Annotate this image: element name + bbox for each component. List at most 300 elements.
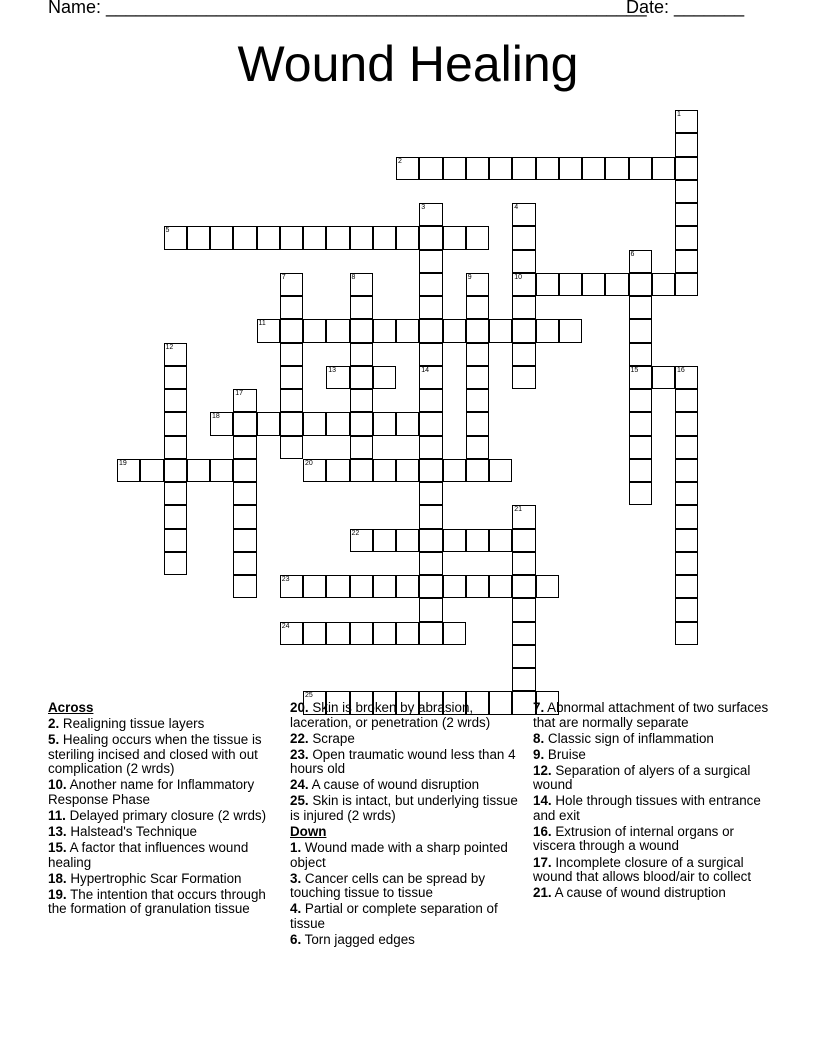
crossword-cell[interactable] [582, 273, 605, 296]
crossword-cell[interactable] [629, 436, 652, 459]
crossword-cell[interactable] [280, 296, 303, 319]
crossword-cell[interactable] [675, 389, 698, 412]
crossword-cell[interactable] [443, 319, 466, 342]
crossword-cell[interactable] [326, 366, 349, 389]
crossword-cell[interactable] [233, 482, 256, 505]
crossword-cell[interactable] [280, 389, 303, 412]
crossword-cell[interactable] [350, 343, 373, 366]
crossword-cell[interactable] [675, 250, 698, 273]
crossword-cell[interactable] [210, 412, 233, 435]
across-heading: Across [48, 700, 94, 715]
clue-item [290, 732, 526, 747]
clue-text: Separation of alyers of a surgical wound [533, 762, 751, 793]
clue-item [533, 764, 769, 793]
crossword-cell[interactable] [466, 157, 489, 180]
page-title: Wound Healing [237, 36, 579, 92]
crossword-cell[interactable] [512, 296, 535, 319]
clue-number-label: 11 [258, 320, 266, 328]
clue-number-label: 25 [305, 692, 313, 700]
clue-text: Hole through tissues with entrance and exit [533, 793, 761, 823]
crossword-cell[interactable] [419, 436, 442, 459]
crossword-cell[interactable] [675, 110, 698, 133]
crossword-cell[interactable] [675, 436, 698, 459]
crossword-cell[interactable] [419, 366, 442, 389]
clue-number-label: 24 [281, 622, 290, 630]
crossword-cell[interactable] [257, 319, 280, 342]
clue-item [48, 717, 284, 732]
clue-item [290, 902, 526, 931]
clue-number-label: 23 [281, 576, 290, 583]
name-field-line[interactable]: Name: ______________________________________________________ [48, 0, 647, 17]
crossword-cell[interactable] [164, 343, 187, 366]
clue-text: Extrusion of internal organs or viscera through a wound [533, 823, 734, 854]
clue-text: Scrape [308, 730, 355, 746]
crossword-cell[interactable] [164, 226, 187, 249]
crossword-cell[interactable] [675, 133, 698, 156]
crossword-cell[interactable] [629, 319, 652, 342]
crossword-cell[interactable] [257, 226, 280, 249]
clue-number-label: 20 [305, 459, 313, 467]
clue-number-label: 3 [421, 204, 426, 211]
crossword-cell[interactable] [419, 389, 442, 412]
crossword-cell[interactable] [466, 529, 489, 552]
crossword-cell[interactable] [280, 436, 303, 459]
crossword-cell[interactable] [140, 459, 163, 482]
clue-number: 3. [290, 870, 302, 886]
crossword-cell[interactable] [629, 482, 652, 505]
clue-item [533, 825, 769, 854]
clue-number: 8. [533, 730, 545, 746]
crossword-cell[interactable] [373, 366, 396, 389]
clue-text: Hypertrophic Scar Formation [66, 870, 242, 886]
down-heading: Down [290, 823, 327, 839]
clue-text: Torn jagged edges [301, 931, 415, 947]
crossword-cell[interactable] [489, 575, 512, 598]
crossword-cell[interactable] [350, 389, 373, 412]
crossword-cell[interactable] [675, 366, 698, 389]
clue-item [290, 933, 526, 948]
crossword-cell[interactable] [466, 273, 489, 296]
crossword-cell[interactable] [675, 482, 698, 505]
clue-number-label: 14 [421, 366, 430, 374]
date-field-line[interactable]: Date: _______ [626, 0, 745, 17]
crossword-cell[interactable] [629, 412, 652, 435]
crossword-cell[interactable] [326, 319, 349, 342]
crossword-cell[interactable] [512, 529, 535, 552]
clue-item [48, 733, 284, 777]
clue-item [533, 794, 769, 823]
crossword-cell[interactable] [629, 343, 652, 366]
clue-number-label: 21 [514, 506, 523, 514]
clue-number: 25. [290, 793, 309, 809]
clue-number-label: 12 [165, 343, 174, 351]
clue-number: 13. [48, 823, 67, 839]
crossword-cell[interactable] [350, 273, 373, 296]
crossword-cell[interactable] [512, 203, 535, 226]
crossword-cell[interactable] [350, 575, 373, 598]
crossword-cell[interactable] [373, 459, 396, 482]
clue-number-label: 9 [467, 273, 472, 281]
crossword-cell[interactable] [164, 459, 187, 482]
crossword-cell[interactable] [326, 412, 349, 435]
crossword-cell[interactable] [466, 436, 489, 459]
clue-number: 10. [48, 777, 67, 793]
crossword-cell[interactable] [419, 575, 442, 598]
crossword-cell[interactable] [652, 273, 675, 296]
crossword-cell[interactable] [443, 529, 466, 552]
crossword-cell[interactable] [164, 505, 187, 528]
clue-number-label: 13 [328, 366, 337, 374]
crossword-cell[interactable] [512, 273, 535, 296]
crossword-cell[interactable] [629, 250, 652, 273]
crossword-cell[interactable] [629, 389, 652, 412]
clue-item [290, 841, 526, 870]
clue-item [533, 856, 769, 885]
crossword-cell[interactable] [233, 412, 256, 435]
crossword-cell[interactable] [373, 319, 396, 342]
crossword-cell[interactable] [419, 552, 442, 575]
crossword-cell[interactable] [350, 436, 373, 459]
crossword-cell[interactable] [536, 157, 559, 180]
crossword-cell[interactable] [489, 459, 512, 482]
clue-text: Wound made with a sharp pointed object [290, 840, 508, 870]
clue-text: Skin is broken by abrasion, laceration, or penetration (2 wrds) [290, 700, 491, 730]
crossword-cell[interactable] [466, 459, 489, 482]
clue-text: Bruise [544, 746, 586, 762]
clue-number: 6. [290, 931, 302, 947]
crossword-cell[interactable] [233, 529, 256, 552]
clue-number-label: 16 [677, 366, 685, 374]
crossword-cell[interactable] [512, 319, 535, 342]
crossword-cell[interactable] [605, 273, 628, 296]
crossword-cell[interactable] [675, 505, 698, 528]
crossword-cell[interactable] [419, 343, 442, 366]
crossword-cell[interactable] [350, 319, 373, 342]
crossword-cell[interactable] [675, 203, 698, 226]
crossword-cell[interactable] [489, 529, 512, 552]
crossword-cell[interactable] [559, 319, 582, 342]
crossword-cell[interactable] [536, 273, 559, 296]
crossword-cell[interactable] [512, 552, 535, 575]
clue-number-label: 5 [165, 227, 170, 235]
crossword-cell[interactable] [210, 459, 233, 482]
crossword-cell[interactable] [536, 319, 559, 342]
crossword-cell[interactable] [512, 226, 535, 249]
crossword-cell[interactable] [326, 622, 349, 645]
crossword-cell[interactable] [350, 459, 373, 482]
clue-text: Cancer cells can be spread by touching tissue to tissue [290, 870, 486, 901]
crossword-cell[interactable] [419, 203, 442, 226]
crossword-cell[interactable] [489, 319, 512, 342]
clue-number: 9. [533, 746, 545, 762]
clue-item [290, 778, 526, 793]
clue-item [48, 872, 284, 887]
crossword-cell[interactable] [605, 157, 628, 180]
crossword-cell[interactable] [396, 412, 419, 435]
crossword-cell[interactable] [675, 226, 698, 249]
clue-number-label: 8 [351, 273, 356, 281]
crossword-cell[interactable] [443, 459, 466, 482]
crossword-cell[interactable] [350, 529, 373, 552]
crossword-cell[interactable] [419, 296, 442, 319]
crossword-cell[interactable] [350, 366, 373, 389]
crossword-cell[interactable] [187, 459, 210, 482]
clue-text: Partial or complete separation of tissue [290, 901, 498, 931]
clue-text: Halstead's Technique [66, 823, 197, 839]
crossword-cell[interactable] [512, 157, 535, 180]
crossword-cell[interactable] [233, 552, 256, 575]
clue-text: A cause of wound distruption [551, 885, 726, 901]
crossword-cell[interactable] [326, 459, 349, 482]
crossword-cell[interactable] [466, 412, 489, 435]
clue-column-1 [48, 701, 284, 918]
crossword-cell[interactable] [419, 459, 442, 482]
crossword-cell[interactable] [303, 226, 326, 249]
clue-text: Open traumatic wound less than 4 hours old [290, 746, 516, 777]
crossword-cell[interactable] [396, 575, 419, 598]
crossword-cell[interactable] [652, 366, 675, 389]
clue-item [290, 748, 526, 777]
crossword-cell[interactable] [419, 250, 442, 273]
crossword-cell[interactable] [466, 296, 489, 319]
clue-item [533, 748, 769, 763]
crossword-cell[interactable] [326, 575, 349, 598]
crossword-cell[interactable] [373, 226, 396, 249]
crossword-cell[interactable] [675, 157, 698, 180]
clue-number: 4. [290, 901, 302, 917]
crossword-cell[interactable] [396, 622, 419, 645]
crossword-cell[interactable] [280, 575, 303, 598]
clue-number: 1. [290, 840, 302, 856]
clue-text: Classic sign of inflammation [544, 730, 714, 746]
crossword-cell[interactable] [233, 436, 256, 459]
clue-text: Realigning tissue layers [59, 716, 205, 732]
clue-item [48, 825, 284, 840]
crossword-cell[interactable] [512, 575, 535, 598]
clue-number: 15. [48, 840, 67, 856]
clue-number-label: 18 [212, 413, 220, 421]
clue-number: 12. [533, 762, 552, 778]
crossword-cell[interactable] [675, 412, 698, 435]
crossword-cell[interactable] [303, 459, 326, 482]
crossword-cell[interactable] [303, 622, 326, 645]
crossword-cell[interactable] [466, 343, 489, 366]
crossword-cell[interactable] [466, 319, 489, 342]
clue-number: 5. [48, 732, 60, 748]
crossword-cell[interactable] [187, 226, 210, 249]
clue-column-3 [533, 701, 769, 902]
clue-text: Skin is intact, but underlying tissue is injured (2 wrds) [290, 793, 518, 823]
crossword-cell[interactable] [629, 366, 652, 389]
crossword-cell[interactable] [675, 575, 698, 598]
crossword-cell[interactable] [396, 459, 419, 482]
clue-item [290, 701, 526, 730]
crossword-cell[interactable] [536, 575, 559, 598]
clue-number-label: 7 [281, 273, 286, 281]
crossword-cell[interactable] [675, 529, 698, 552]
crossword-cell[interactable] [280, 273, 303, 296]
crossword-cell[interactable] [443, 622, 466, 645]
clue-number: 20. [290, 700, 309, 715]
crossword-cell[interactable] [350, 412, 373, 435]
crossword-cell[interactable] [164, 366, 187, 389]
clue-number: 23. [290, 746, 309, 762]
crossword-cell[interactable] [233, 226, 256, 249]
crossword-cell[interactable] [419, 529, 442, 552]
crossword-cell[interactable] [559, 273, 582, 296]
crossword-cell[interactable] [303, 319, 326, 342]
clue-number: 7. [533, 700, 545, 715]
clue-number: 22. [290, 730, 309, 746]
clue-item [48, 888, 284, 917]
crossword-cell[interactable] [350, 226, 373, 249]
clue-item [48, 841, 284, 870]
clue-text: A cause of wound disruption [308, 777, 480, 793]
clue-number: 19. [48, 886, 67, 902]
crossword-cell[interactable] [512, 343, 535, 366]
clue-text: Incomplete closure of a surgical wound that allows blood/air to collect [533, 854, 752, 885]
clue-item [290, 794, 526, 823]
clue-number: 17. [533, 854, 552, 870]
crossword-cell[interactable] [280, 319, 303, 342]
clue-number-label: 19 [119, 459, 127, 467]
crossword-cell[interactable] [512, 645, 535, 668]
clue-number: 14. [533, 793, 552, 809]
crossword-cell[interactable] [280, 412, 303, 435]
crossword-cell[interactable] [210, 226, 233, 249]
crossword-cell[interactable] [233, 459, 256, 482]
clue-number: 24. [290, 777, 309, 793]
clue-number-label: 22 [351, 529, 360, 537]
crossword-cell[interactable] [443, 157, 466, 180]
crossword-cell[interactable] [419, 157, 442, 180]
crossword-cell[interactable] [559, 157, 582, 180]
crossword-cell[interactable] [512, 598, 535, 621]
clue-number-label: 17 [235, 390, 244, 397]
crossword-cell[interactable] [419, 482, 442, 505]
crossword-cell[interactable] [164, 389, 187, 412]
crossword-cell[interactable] [675, 622, 698, 645]
crossword-cell[interactable] [629, 296, 652, 319]
clue-text: Abnormal attachment of two surfaces that are normally separate [533, 700, 769, 730]
clue-text: Healing occurs when the tissue is steriling incised and closed with out complication (2 wrds) [48, 732, 262, 777]
crossword-cell[interactable] [512, 505, 535, 528]
crossword-cell[interactable] [512, 622, 535, 645]
clue-number-label: 1 [677, 111, 681, 118]
crossword-cell[interactable] [675, 180, 698, 203]
crossword-cell[interactable] [373, 622, 396, 645]
crossword-cell[interactable] [466, 389, 489, 412]
crossword-cell[interactable] [443, 575, 466, 598]
crossword-cell[interactable] [396, 157, 419, 180]
crossword-cell[interactable] [233, 575, 256, 598]
crossword-cell[interactable] [443, 226, 466, 249]
crossword-cell[interactable] [350, 296, 373, 319]
crossword-cell[interactable] [675, 598, 698, 621]
crossword-cell[interactable] [117, 459, 140, 482]
clue-item [533, 701, 769, 730]
crossword-cell[interactable] [419, 226, 442, 249]
clue-text: The intention that occurs through the formation of granulation tissue [48, 886, 266, 917]
crossword-cell[interactable] [512, 668, 535, 691]
clue-column-2 [290, 701, 526, 949]
clue-item [48, 809, 284, 824]
clue-number-label: 4 [514, 204, 519, 211]
crossword-cell[interactable] [466, 366, 489, 389]
crossword-cell[interactable] [419, 412, 442, 435]
crossword-cell[interactable] [512, 366, 535, 389]
crossword-cell[interactable] [373, 575, 396, 598]
crossword-cell[interactable] [233, 389, 256, 412]
crossword-cell[interactable] [652, 157, 675, 180]
crossword-cell[interactable] [629, 157, 652, 180]
crossword-cell[interactable] [512, 250, 535, 273]
crossword-cell[interactable] [280, 622, 303, 645]
crossword-cell[interactable] [164, 436, 187, 459]
clue-item [533, 886, 769, 901]
crossword-cell[interactable] [466, 575, 489, 598]
crossword-cell[interactable] [419, 622, 442, 645]
crossword-cell[interactable] [373, 529, 396, 552]
crossword-cell[interactable] [419, 598, 442, 621]
clue-text: Delayed primary closure (2 wrds) [65, 807, 267, 823]
clue-number: 21. [533, 885, 552, 901]
clue-number-label: 15 [630, 366, 639, 374]
crossword-cell[interactable] [233, 505, 256, 528]
crossword-cell[interactable] [489, 157, 512, 180]
crossword-cell[interactable] [419, 319, 442, 342]
clue-number: 11. [48, 807, 66, 823]
clue-item [290, 872, 526, 901]
clue-number: 16. [533, 823, 552, 839]
crossword-cell[interactable] [373, 412, 396, 435]
crossword-cell[interactable] [164, 552, 187, 575]
crossword-cell[interactable] [326, 226, 349, 249]
clue-number-label: 10 [514, 273, 523, 281]
clue-number-label: 6 [630, 250, 635, 258]
crossword-cell[interactable] [419, 505, 442, 528]
clue-text: A factor that influences wound healing [48, 840, 249, 870]
crossword-cell[interactable] [280, 343, 303, 366]
crossword-cell[interactable] [164, 529, 187, 552]
crossword-cell[interactable] [675, 273, 698, 296]
clue-text: Another name for Inflammatory Response Phase [48, 777, 255, 807]
crossword-cell[interactable] [396, 319, 419, 342]
crossword-cell[interactable] [629, 459, 652, 482]
crossword-cell[interactable] [350, 622, 373, 645]
clue-item [533, 732, 769, 747]
crossword-cell[interactable] [629, 273, 652, 296]
crossword-cell[interactable] [280, 226, 303, 249]
crossword-cell[interactable] [675, 552, 698, 575]
crossword-cell[interactable] [675, 459, 698, 482]
crossword-cell[interactable] [280, 366, 303, 389]
crossword-cell[interactable] [303, 575, 326, 598]
clue-item [48, 778, 284, 807]
crossword-cell[interactable] [396, 226, 419, 249]
clue-number: 2. [48, 716, 60, 732]
clue-number-label: 2 [398, 157, 402, 165]
crossword-cell[interactable] [257, 412, 280, 435]
crossword-cell[interactable] [164, 482, 187, 505]
crossword-cell[interactable] [303, 412, 326, 435]
clue-number: 18. [48, 870, 67, 886]
crossword-cell[interactable] [419, 273, 442, 296]
crossword-cell[interactable] [164, 412, 187, 435]
crossword-cell[interactable] [582, 157, 605, 180]
crossword-cell[interactable] [396, 529, 419, 552]
crossword-cell[interactable] [466, 226, 489, 249]
